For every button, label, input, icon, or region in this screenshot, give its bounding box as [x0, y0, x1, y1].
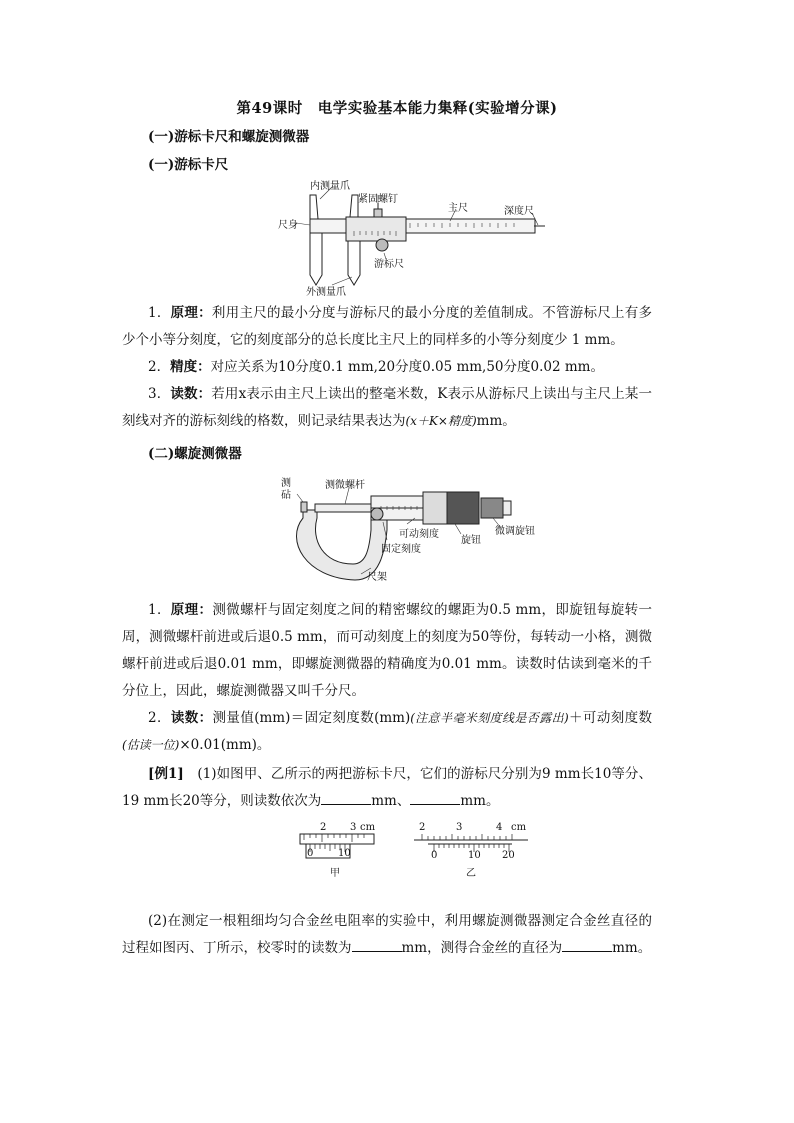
jia-vernier-0: 0	[307, 848, 314, 859]
label-screw: 紧固螺钉	[358, 194, 398, 205]
caliper-reading: 3．读数：若用x表示由主尺上读出的整毫米数，K表示从游标尺上读出与主尺上某一刻线对齐的游标刻线的格数，则记录结果表达为(x＋K×精度)mm。	[122, 386, 652, 429]
label-fixed-scale: 固定刻度	[381, 544, 421, 555]
label-body: 尺身	[278, 220, 298, 231]
micrometer-diagram	[275, 470, 545, 588]
subsection-micrometer: (二)螺旋测微器	[148, 446, 242, 462]
caliper-drawing	[270, 175, 550, 300]
label-spindle: 测微螺杆	[325, 480, 365, 491]
caliper-principle: 1．原理：利用主尺的最小分度与游标尺的最小分度的差值制成。不管游标尺上有多少个小等分刻度，它的刻度部分的总长度比主尺上的同样多的小等分刻度少 1 mm。	[122, 305, 653, 348]
label-frame: 尺架	[367, 572, 387, 583]
label-movable-scale: 可动刻度	[399, 529, 439, 540]
label-inner-jaw: 内测量爪	[310, 181, 350, 192]
figure-jia	[296, 822, 376, 879]
yi-tick-2: 2	[419, 822, 426, 833]
jia-unit: cm	[360, 822, 376, 833]
yi-vernier-20: 20	[502, 850, 515, 861]
example1-part2: (2)在测定一根粗细均匀合金丝电阻率的实验中，利用螺旋测微器测定合金丝直径的过程如图丙、丁所示，校零时的读数为 mm，测得合金丝的直径为 mm。	[122, 913, 652, 956]
jia-tick-3: 3	[350, 822, 357, 833]
jia-caption: 甲	[330, 868, 340, 879]
subsection-caliper: (一)游标卡尺	[148, 157, 229, 173]
caliper-precision: 2．精度：对应关系为10分度0.1 mm,20分度0.05 mm,50分度0.02 mm。	[148, 359, 604, 375]
section-heading: (一)游标卡尺和螺旋测微器	[148, 129, 310, 145]
answer-blank-2[interactable]	[410, 792, 460, 805]
figure-yi	[412, 822, 530, 879]
jia-vernier-10: 10	[338, 848, 351, 859]
label-anvil-1: 测	[281, 478, 291, 489]
vernier-caliper-diagram	[270, 175, 550, 300]
label-thimble: 旋钮	[461, 535, 481, 546]
answer-blank-1[interactable]	[321, 792, 371, 805]
page-title: 第49课时 电学实验基本能力集释(实验增分课)	[236, 100, 558, 117]
micrometer-reading: 2．读数：测量值(mm)＝固定刻度数(mm)(注意半毫米刻度线是否露出)＋可动刻度数(估读一位)×0.01(mm)。	[122, 710, 652, 753]
label-vernier: 游标尺	[374, 259, 404, 270]
yi-vernier-10: 10	[468, 850, 481, 861]
label-main-scale: 主尺	[448, 203, 468, 214]
label-depth-gauge: 深度尺	[504, 206, 534, 217]
answer-blank-4[interactable]	[562, 939, 612, 952]
micrometer-principle: 1．原理：测微螺杆与固定刻度之间的精密螺纹的螺距为0.5 mm，即旋钮每旋转一周，测微螺杆前进或后退0.5 mm，而可动刻度上的刻度为50等份，每转动一小格，测微螺杆前进或后退0.01 mm，即螺旋测微器的精确度为0.01 mm。读数时估读到毫米的千分位上，因此，螺旋测微器又叫千分尺。	[122, 602, 652, 699]
jia-tick-2: 2	[320, 822, 327, 833]
answer-blank-3[interactable]	[352, 939, 402, 952]
label-anvil-2: 砧	[281, 490, 291, 501]
yi-tick-3: 3	[456, 822, 463, 833]
yi-caption: 乙	[466, 868, 476, 879]
example1-part1: [例1] (1)如图甲、乙所示的两把游标卡尺，它们的游标尺分别为9 mm长10等分、19 mm长20等分，则读数依次为 mm、 mm。	[122, 766, 652, 809]
yi-tick-4: 4	[496, 822, 503, 833]
yi-vernier-0: 0	[431, 850, 438, 861]
label-outer-jaw: 外测量爪	[306, 287, 346, 298]
label-ratchet: 微调旋钮	[495, 526, 535, 537]
yi-unit: cm	[511, 822, 527, 833]
